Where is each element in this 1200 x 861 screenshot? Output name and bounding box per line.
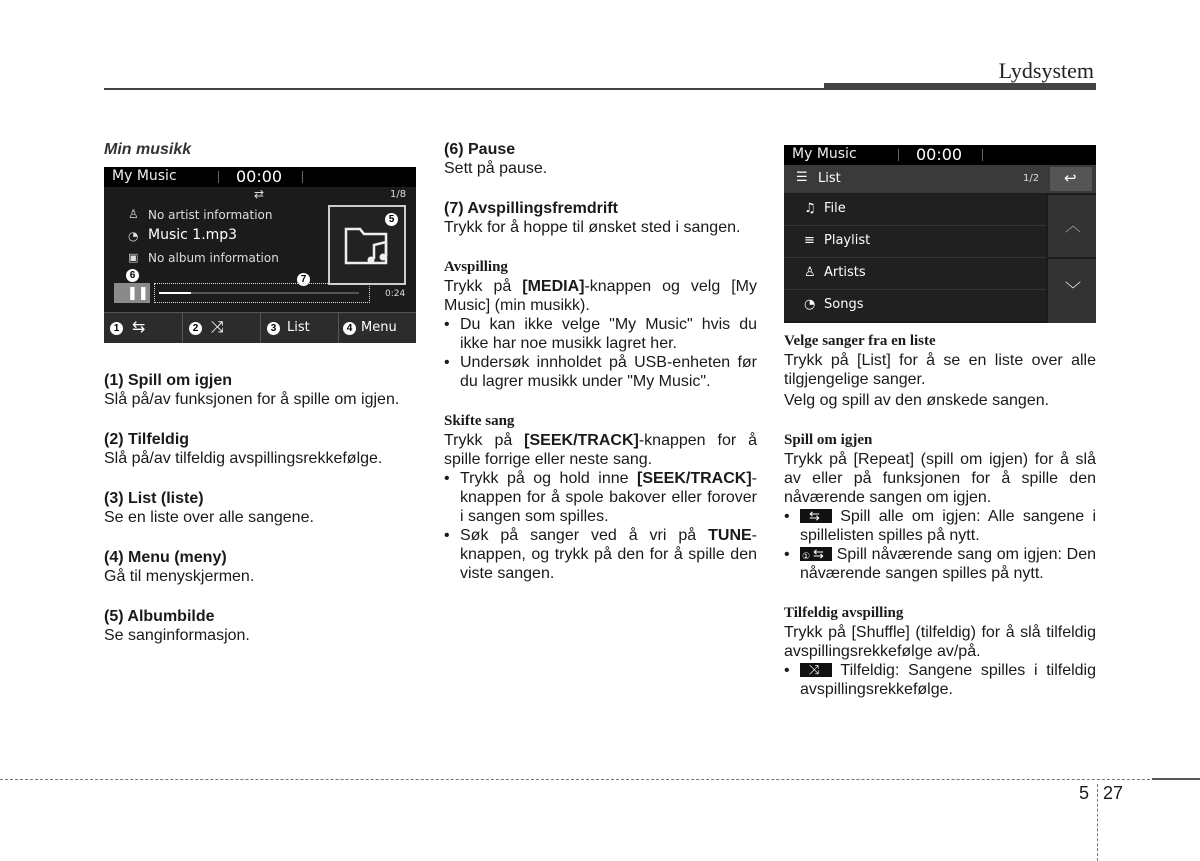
seek-key: [SEEK/TRACK] — [524, 432, 639, 449]
progress-fill — [159, 292, 191, 294]
text: -knappen for å spole bakover eller forover i sangen som spilles. — [460, 470, 757, 525]
column-1 — [104, 140, 417, 159]
divider — [218, 171, 219, 183]
clock: 00:00 — [916, 145, 963, 164]
footer-accent — [1152, 778, 1200, 780]
text: -knappen for å spille forrige eller neste sang. — [444, 432, 757, 468]
item-title: (5) Albumbilde — [104, 608, 215, 625]
list-header — [784, 165, 1096, 193]
repeat-status-icon: ⇄ — [254, 187, 265, 201]
repeat-button[interactable] — [104, 313, 182, 343]
shuffle-heading: Tilfeldig avspilling — [784, 605, 904, 621]
pause-heading: (6) Pause — [444, 141, 516, 158]
text: -knappen og velg [My Music] (min musikk). — [444, 278, 757, 314]
list-item-playlist[interactable] — [784, 226, 1046, 258]
now-playing-screen — [104, 167, 416, 343]
bullet: • ⇆ Spill alle om igjen: Alle sangene i spillelisten spilles på nytt. — [784, 508, 1096, 544]
item-title: (1) Spill om igjen — [104, 372, 233, 389]
repeat-heading: Spill om igjen — [784, 432, 873, 448]
chapter-number: 5 — [1079, 783, 1090, 803]
pause-text: Sett på pause. — [444, 160, 548, 177]
item-text: Slå på/av funksjonen for å spille om igjen. — [104, 391, 400, 408]
disc-icon: ◔ — [128, 229, 139, 243]
item-title: (2) Tilfeldig — [104, 431, 190, 448]
shuffle-text: Trykk på [Shuffle] (tilfeldig) for å slå tilfeldig avspillingsrekkefølge av/på. — [784, 624, 1096, 660]
section-title: Lydsystem — [998, 58, 1094, 83]
list-label: List — [287, 320, 310, 335]
item-text: Se en liste over alle sangene. — [104, 509, 314, 526]
list-item-label: Songs — [824, 297, 864, 312]
page-indicator: 1/2 — [1023, 173, 1040, 184]
track-counter: 1/8 — [390, 189, 407, 200]
choose-text: Velg og spill av den ønskede sangen. — [784, 392, 1050, 409]
callout-2: 2 — [189, 322, 202, 335]
callout-6: 6 — [126, 269, 139, 282]
divider — [982, 149, 983, 161]
callout-7: 7 — [297, 273, 310, 286]
list-title: List — [818, 171, 841, 186]
bullet: • ⤨ Tilfeldig: Sangene spilles i tilfeldig avspillingsrekkefølge. — [784, 662, 1097, 698]
header-rule — [104, 88, 1096, 90]
artist-text: No artist information — [148, 208, 273, 222]
repeat-one-icon: ① ⇆ — [800, 547, 832, 561]
item-text: Slå på/av tilfeldig avspillingsrekkefølge. — [104, 450, 383, 467]
status-bar — [784, 145, 1096, 165]
list-item-label: Playlist — [824, 233, 871, 248]
progress-heading: (7) Avspillingsfremdrift — [444, 200, 618, 217]
text: Trykk på og hold inne — [460, 470, 637, 487]
choose-heading: Velge sanger fra en liste — [784, 333, 936, 349]
chevron-up-icon: ︿ — [1065, 216, 1082, 235]
menu-label: Menu — [361, 320, 397, 335]
figure-caption: Min musikk — [104, 141, 192, 158]
choose-text: Trykk på [List] for å se en liste over alle tilgjengelige sanger. — [784, 352, 1096, 388]
song-title: Music 1.mp3 — [148, 227, 238, 243]
list-item-label: Artists — [824, 265, 866, 280]
bullet: • Du kan ikke velge "My Music" hvis du ikke har noe musikk lagret her. — [444, 316, 757, 352]
disc-icon: ◔ — [804, 297, 816, 312]
playback-heading: Avspilling — [444, 259, 508, 275]
menu-button[interactable] — [338, 313, 416, 343]
divider — [302, 171, 303, 183]
item-title: (4) Menu (meny) — [104, 549, 227, 566]
tune-key: TUNE — [708, 527, 752, 544]
media-key: [MEDIA] — [522, 278, 585, 295]
repeat-all-icon: ⇆ — [800, 509, 832, 523]
column-2 — [444, 140, 757, 583]
clock: 00:00 — [236, 167, 283, 186]
page-number: 27 — [1103, 783, 1124, 803]
text: -knappen, og trykk på den for å spille den viste sangen. — [460, 527, 757, 582]
bullet: • Søk på sanger ved å vri på TUNE-knappen, og trykk på den for å spille den viste sangen. — [444, 527, 757, 582]
callout-1: 1 — [110, 322, 123, 335]
album-icon: ▣ — [128, 251, 139, 264]
control-bar — [104, 312, 416, 343]
list-icon: ☰ — [796, 170, 808, 185]
callout-5: 5 — [385, 213, 398, 226]
seek-key: [SEEK/TRACK] — [637, 470, 752, 487]
progress-text: Trykk for å hoppe til ønsket sted i sangen. — [444, 219, 741, 236]
scroll-up-button[interactable] — [1048, 195, 1096, 257]
callout-4: 4 — [343, 322, 356, 335]
person-icon: ♙ — [804, 265, 816, 280]
list-item-label: File — [824, 201, 846, 216]
playback-text — [444, 277, 757, 315]
column-1-text — [104, 371, 417, 645]
divider — [898, 149, 899, 161]
bullet: • Undersøk innholdet på USB-enheten før du lagrer musikk under "My Music". — [444, 354, 757, 390]
item-text: Se sanginformasjon. — [104, 627, 250, 644]
shuffle-button[interactable] — [182, 313, 261, 343]
bullet-text: Undersøk innholdet på USB-enheten før du lagrer musikk under "My Music". — [460, 354, 757, 390]
list-item-artists[interactable] — [784, 258, 1046, 290]
list-screen — [784, 145, 1096, 323]
skip-text — [444, 431, 757, 469]
person-icon: ♙ — [128, 207, 139, 221]
item-title: (3) List (liste) — [104, 490, 204, 507]
bullet-text: Tilfeldig: Sangene spilles i tilfeldig avspillingsrekkefølge. — [800, 662, 1097, 698]
callout-3: 3 — [267, 322, 280, 335]
list-button[interactable] — [260, 313, 339, 343]
footer-divider — [1097, 784, 1098, 861]
scroll-down-button[interactable] — [1048, 259, 1096, 323]
bullet: • ① ⇆ Spill nåværende sang om igjen: Den nåværende sangen spilles på nytt. — [784, 546, 1096, 582]
shuffle-icon: ⤨ — [800, 663, 832, 677]
shuffle-icon: ⤨ — [211, 317, 224, 336]
text: Trykk på — [444, 432, 525, 449]
repeat-text: Trykk på [Repeat] (spill om igjen) for å slå av eller på funksjonen for å spille den nåværende sangen om igjen. — [784, 451, 1096, 506]
skip-heading: Skifte sang — [444, 413, 515, 429]
screen-title: My Music — [112, 168, 177, 184]
bullet-text: Spill nåværende sang om igjen: Den nåværende sangen spilles på nytt. — [800, 546, 1096, 582]
playlist-icon: ≡ — [804, 233, 815, 248]
column-3-text — [784, 332, 1096, 699]
back-button[interactable] — [1050, 167, 1092, 191]
pause-icon: ❚❚ — [127, 286, 149, 301]
list-item-songs[interactable] — [784, 290, 1046, 321]
item-text: Gå til menyskjermen. — [104, 568, 255, 585]
elapsed-time: 0:24 — [385, 289, 406, 299]
bullet: • Trykk på og hold inne [SEEK/TRACK]-knappen for å spole bakover eller forover i sangen som spilles. — [444, 470, 757, 525]
pause-button[interactable] — [114, 283, 150, 303]
bullet-text: Spill alle om igjen: Alle sangene i spillelisten spilles på nytt. — [800, 508, 1096, 544]
repeat-icon: ⇆ — [132, 317, 146, 336]
footer-dashed-rule — [0, 779, 1200, 780]
text: Søk på sanger ved å vri på — [460, 527, 709, 544]
status-bar — [104, 167, 416, 187]
progress-area[interactable] — [154, 283, 370, 303]
bullet-text: Du kan ikke velge "My Music" hvis du ikke har noe musikk lagret her. — [460, 316, 757, 352]
list-item-file[interactable] — [784, 194, 1046, 226]
album-text: No album information — [148, 251, 279, 265]
text: Trykk på — [444, 278, 523, 295]
back-icon: ↩ — [1064, 169, 1077, 187]
chevron-down-icon: ﹀ — [1065, 280, 1082, 299]
music-note-icon: ♫ — [804, 201, 816, 216]
screen-title: My Music — [792, 146, 857, 162]
